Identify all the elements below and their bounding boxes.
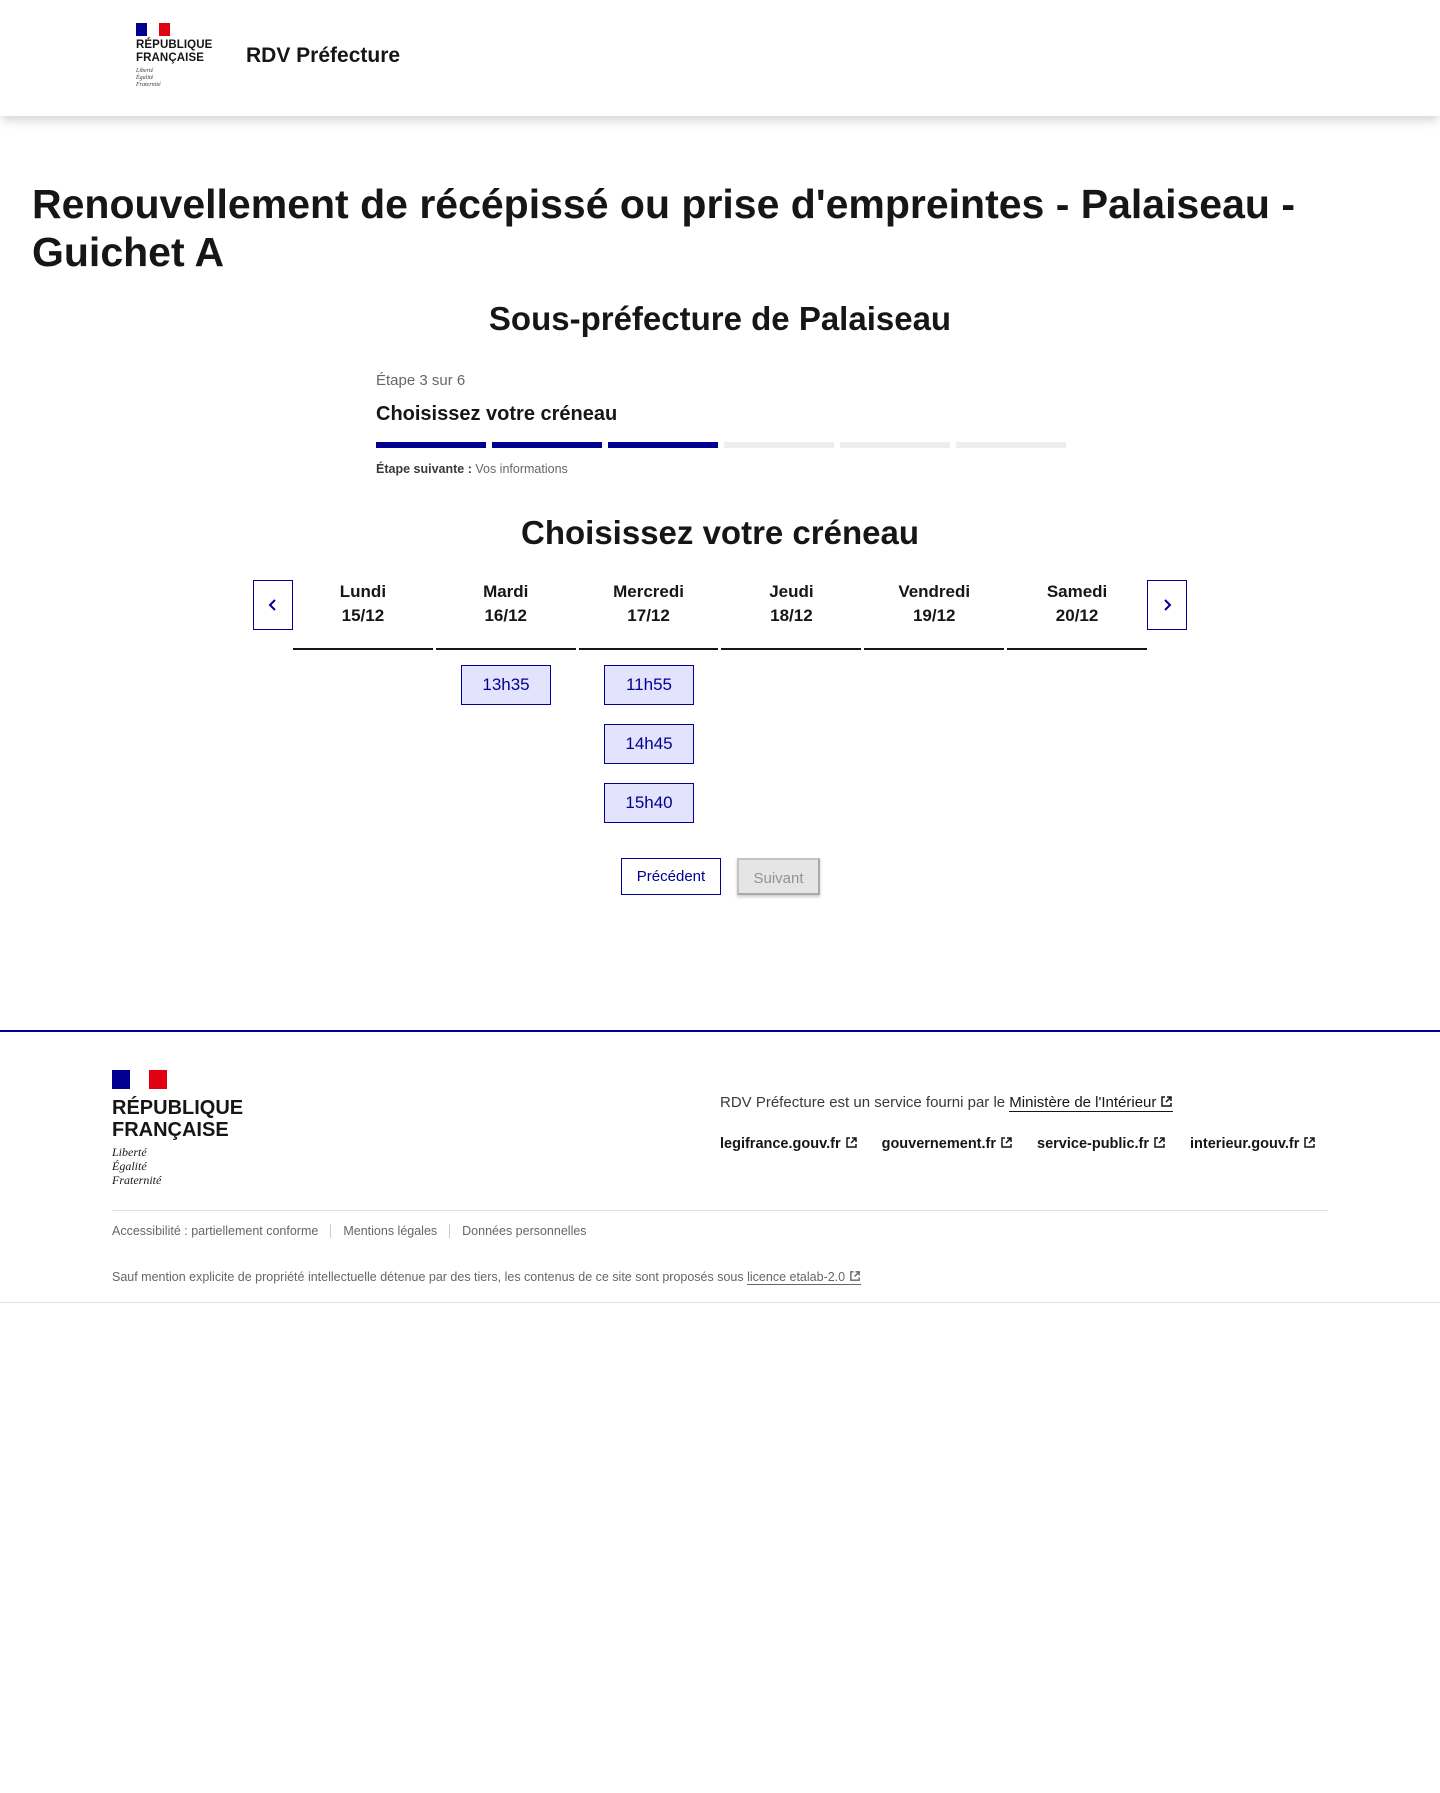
stepper-state: Étape 3 sur 6 <box>376 372 466 389</box>
footer-logo-text <box>112 1097 262 1141</box>
footer-logo-line-1: RÉPUBLIQUE <box>112 1097 244 1119</box>
stepper-bar-2 <box>492 442 602 448</box>
marianne-flag-icon <box>136 23 170 36</box>
previous-button[interactable]: Précédent <box>621 858 721 895</box>
logo-line-1: RÉPUBLIQUE <box>136 39 213 51</box>
footer-link-service-public[interactable] <box>1037 1136 1166 1152</box>
day-date: 18/12 <box>770 606 813 625</box>
previous-week-button[interactable] <box>253 580 293 630</box>
time-slot-button[interactable]: 11h55 <box>604 665 694 705</box>
day-column-mercredi <box>579 580 719 650</box>
slots-mercredi <box>604 665 694 842</box>
footer-logo-motto <box>112 1145 262 1187</box>
page-title: Renouvellement de récépissé ou prise d'empreintes - Palaiseau - Guichet A <box>32 181 1295 275</box>
legal-notice-link[interactable]: Mentions légales <box>330 1224 449 1238</box>
day-column-mardi <box>436 580 576 650</box>
day-date: 15/12 <box>341 606 385 625</box>
day-name: Mardi <box>483 582 529 601</box>
footer-link-interieur[interactable] <box>1190 1136 1316 1152</box>
personal-data-link[interactable]: Données personnelles <box>449 1224 598 1238</box>
day-date: 20/12 <box>1055 606 1099 625</box>
prefecture-title: Sous-préfecture de Palaiseau <box>488 300 952 337</box>
licence-link-label: licence etalab-2.0 <box>747 1270 846 1284</box>
stepper-next-label: Étape suivante : <box>376 462 472 476</box>
stepper-bar-1 <box>376 442 486 448</box>
day-column-jeudi <box>721 580 861 650</box>
day-column-vendredi <box>864 580 1004 650</box>
external-link-icon <box>1153 1136 1166 1149</box>
logo-line-2: FRANÇAISE <box>136 52 204 64</box>
day-name: Samedi <box>1046 582 1108 601</box>
slots-title: Choisissez votre créneau <box>521 514 919 551</box>
chevron-right-icon <box>1160 598 1174 612</box>
external-link-icon <box>1000 1136 1013 1149</box>
footer-links <box>720 1136 1316 1152</box>
marianne-flag-icon <box>112 1070 167 1089</box>
time-slot-button[interactable]: 14h45 <box>604 724 694 764</box>
republique-francaise-logo[interactable] <box>136 23 222 95</box>
time-slot-button[interactable]: 15h40 <box>604 783 694 823</box>
ministry-link[interactable] <box>1009 1094 1173 1112</box>
footer-divider <box>112 1210 1328 1211</box>
service-name[interactable]: RDV Préfecture <box>246 44 401 67</box>
day-name: Vendredi <box>898 582 971 601</box>
footer-republique-logo[interactable] <box>112 1070 262 1187</box>
day-column-lundi <box>293 580 433 650</box>
stepper-bar-4 <box>724 442 834 448</box>
footer-link-label: legifrance.gouv.fr <box>720 1136 841 1152</box>
licence-link[interactable] <box>747 1270 861 1285</box>
external-link-icon <box>845 1136 858 1149</box>
day-name: Lundi <box>339 582 387 601</box>
stepper-bar-6 <box>956 442 1066 448</box>
day-name: Jeudi <box>769 582 814 601</box>
motto-liberte: Liberté <box>136 68 154 74</box>
footer-link-gouvernement[interactable] <box>882 1136 1013 1152</box>
footer-link-label: interieur.gouv.fr <box>1190 1136 1300 1152</box>
licence-text: Sauf mention explicite de propriété intellectuelle détenue par des tiers, les contenus de ce site sont proposés sous <box>112 1270 744 1284</box>
ministry-link-label: Ministère de l'Intérieur <box>1009 1094 1157 1111</box>
stepper-bar-5 <box>840 442 950 448</box>
day-date: 19/12 <box>912 606 956 625</box>
day-column-samedi <box>1007 580 1147 650</box>
day-date: 17/12 <box>627 606 670 625</box>
external-link-icon <box>1303 1136 1316 1149</box>
footer-bottom-links <box>112 1224 599 1238</box>
footer-description-text: RDV Préfecture est un service fourni par le <box>720 1094 1006 1111</box>
calendar-days <box>293 580 1147 650</box>
stepper-next-step <box>376 462 1066 476</box>
motto-egalite: Égalité <box>136 75 154 81</box>
day-date: 16/12 <box>484 606 528 625</box>
stepper <box>376 372 1066 476</box>
footer-motto-liberte: Liberté <box>112 1145 147 1159</box>
site-footer <box>0 1030 1440 1303</box>
footer-motto-fraternite: Fraternité <box>112 1173 162 1187</box>
footer-link-legifrance[interactable] <box>720 1136 858 1152</box>
time-slot-button[interactable]: 13h35 <box>461 665 551 705</box>
footer-motto-egalite: Égalité <box>112 1159 147 1173</box>
footer-link-label: gouvernement.fr <box>881 1136 997 1152</box>
next-button[interactable]: Suivant <box>737 858 820 895</box>
next-week-button[interactable] <box>1147 580 1187 630</box>
external-link-icon <box>1160 1095 1173 1108</box>
slots-mardi <box>461 665 551 724</box>
motto-fraternite: Fraternité <box>136 82 161 88</box>
logo-text <box>136 39 222 65</box>
accessibility-link[interactable]: Accessibilité : partiellement conforme <box>112 1224 319 1238</box>
stepper-next-value: Vos informations <box>475 462 568 476</box>
stepper-progress <box>376 442 1066 448</box>
footer-link-label: service-public.fr <box>1037 1136 1150 1152</box>
footer-licence <box>112 1270 861 1284</box>
logo-motto <box>136 68 222 89</box>
chevron-left-icon <box>266 598 280 612</box>
stepper-bar-3 <box>608 442 718 448</box>
footer-description <box>720 1094 1173 1111</box>
site-header <box>0 0 1440 116</box>
day-name: Mercredi <box>613 582 684 601</box>
stepper-title: Choisissez votre créneau <box>376 403 618 425</box>
footer-logo-line-2: FRANÇAISE <box>112 1119 229 1141</box>
external-link-icon <box>849 1270 861 1282</box>
